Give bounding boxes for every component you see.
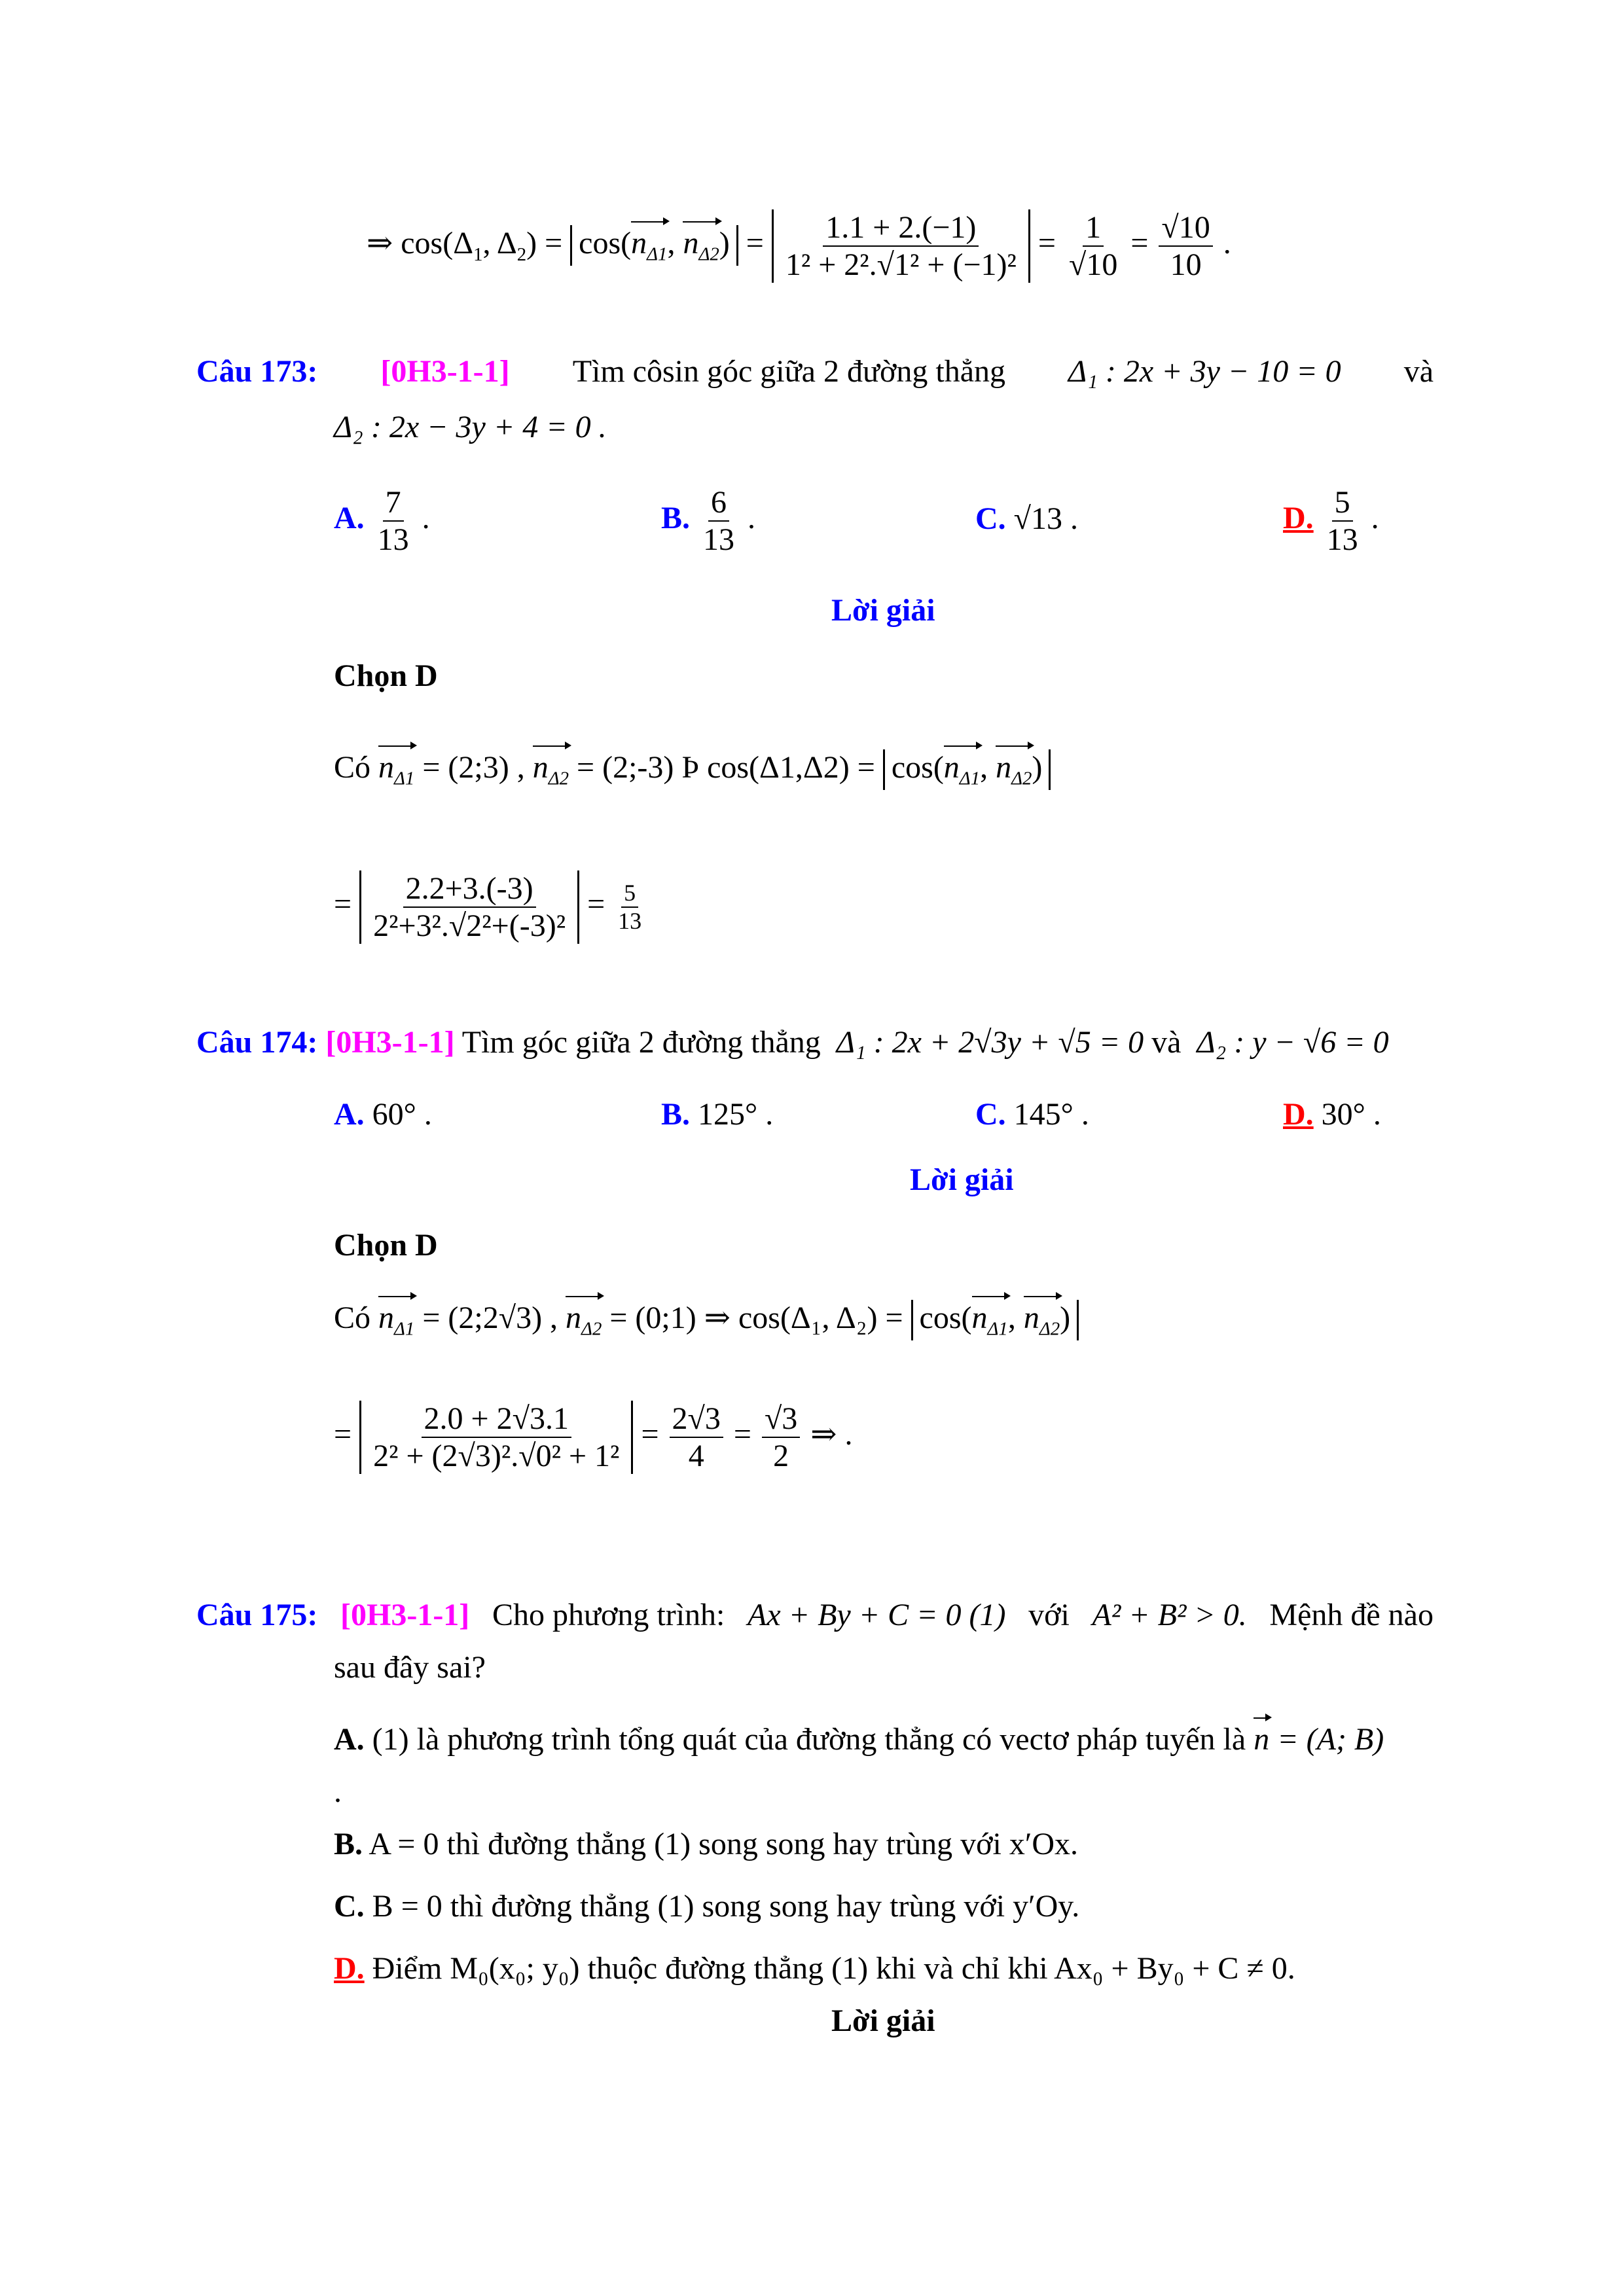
abs-cos: $\cos(n_{\Delta 1}$, $n_{\Delta 2}$) <box>911 1300 1079 1340</box>
formula-lhs-end: ) = <box>526 226 571 261</box>
vector-2-value: = (2;-3) Þ cos(Δ1,Δ2) = <box>577 750 875 785</box>
option-letter: B. <box>661 501 691 536</box>
q174-option-c[interactable] <box>975 1096 1089 1132</box>
question-label: Câu 174: <box>196 1025 318 1060</box>
cos-label: cos( <box>919 1300 972 1335</box>
q174-header <box>196 1024 1389 1060</box>
option-value: √13 <box>1013 501 1063 536</box>
option-suffix: . <box>1371 501 1379 536</box>
conjunction: và <box>1151 1025 1182 1060</box>
option-suffix: . <box>1070 501 1079 536</box>
question-label: Câu 175: <box>196 1598 318 1632</box>
fraction-denominator: 10 <box>1170 247 1202 283</box>
formula-end: . <box>1223 226 1231 261</box>
cos-label: cos( <box>891 750 944 785</box>
line-equation-1: Δ₁ : 2x + 2√3y + √5 = 0 <box>836 1025 1144 1060</box>
q173-option-d[interactable] <box>1283 484 1379 558</box>
main-fraction-numerator: 1.1 + 2.(−1) <box>823 209 979 247</box>
fraction-numerator: 2.2+3.(-3) <box>403 870 536 908</box>
question-tag: [0H3-1-1] <box>340 1598 470 1632</box>
option-text: (1) là phương trình tổng quát của đường thẳng có vectơ pháp tuyến là <box>372 1722 1246 1757</box>
q175-header <box>196 1597 1434 1633</box>
q175-option-c[interactable] <box>334 1888 1079 1924</box>
normal-vector: n <box>1254 1722 1270 1757</box>
option-value: 60° . <box>372 1097 432 1132</box>
abs-fraction <box>359 870 579 944</box>
q173-option-c[interactable] <box>975 501 1078 537</box>
normal-vector-2: $n_{\Delta 2}$ <box>683 226 719 265</box>
question-text: Tìm góc giữa 2 đường thẳng <box>461 1025 821 1060</box>
main-fraction <box>783 209 1019 283</box>
solution-title: Lời giải <box>831 2003 935 2038</box>
top-formula: ⇒ $\cos(\Delta_1$, $\Delta_2) = \cos(n_{\Delta 1}$, $n_{\Delta 2}$) = $\frac{1.1 + 2.(-1)}{\text{1² + 2².√1² + (−1)²}}$ = $\frac{1}{√10}$ = $\frac{√10}{10}$ . <box>367 210 1231 283</box>
option-numerator: 7 <box>383 484 404 522</box>
q173-step1 <box>334 749 1051 790</box>
fraction-denominator: 2² + (2√3)².√0² + 1² <box>373 1439 620 1474</box>
option-numerator: 6 <box>708 484 729 522</box>
normal-vector-2: $n_{\Delta 2}$ <box>532 750 569 789</box>
equation: Ax + By + C = 0 (1) <box>748 1598 1006 1632</box>
question-tag: [0H3-1-1] <box>325 1025 455 1060</box>
q174-option-b[interactable] <box>661 1096 773 1132</box>
question-text-2: Mệnh đề nào <box>1269 1598 1434 1632</box>
option-tail: = (A; B) <box>1277 1722 1384 1757</box>
formula-lhs: ⇒ cos(Δ <box>367 226 474 261</box>
result-denominator: 13 <box>618 908 642 935</box>
formula-lhs-mid: , Δ <box>482 226 517 261</box>
fraction-numerator: 2.0 + 2√3.1 <box>422 1401 571 1438</box>
normal-vector-2: $n_{\Delta 2}$ <box>566 1300 602 1340</box>
option-value: 30° . <box>1321 1097 1381 1132</box>
abs-cos: $\cos(n_{\Delta 1}$, $n_{\Delta 2}$) <box>883 749 1051 790</box>
line-equation-2: Δ₂ : y − √6 = 0 <box>1197 1025 1389 1060</box>
fraction-root10-over-10 <box>1159 209 1212 283</box>
step-prefix: Có <box>334 1300 371 1335</box>
main-fraction-denominator: 1² + 2².√1² + (−1)² <box>785 247 1017 283</box>
option-suffix: . <box>748 501 756 536</box>
fraction-numerator: √3 <box>762 1401 800 1438</box>
q174-option-a[interactable] <box>334 1096 432 1132</box>
option-a-trailing-dot: . <box>334 1774 342 1809</box>
conjunction: với <box>1028 1598 1070 1632</box>
solution-title: Lời giải <box>831 593 935 628</box>
q174-step2: = $\frac{2.0 + 2√3.1}{\text{2² + (2√3)².√0² + 1²}}$ = $\frac{2√3}{4}$ = $\frac{√3}{2}$ ⇒ . <box>334 1401 853 1474</box>
option-letter: B. <box>661 1097 691 1132</box>
fraction-numerator: 1 <box>1083 209 1104 247</box>
option-value: 125° . <box>698 1097 774 1132</box>
line-equation-1: Δ₁ : 2x + 3y − 10 = 0 <box>1068 354 1341 389</box>
chosen-answer: Chọn D <box>334 658 438 693</box>
option-letter: C. <box>334 1889 365 1924</box>
option-text: A = 0 thì đường thẳng (1) song song hay trùng với x′Ox. <box>369 1827 1079 1861</box>
option-letter: B. <box>334 1827 363 1861</box>
fraction-numerator: √10 <box>1159 209 1212 247</box>
q175-option-d[interactable] <box>334 1950 1295 1986</box>
option-denominator: 13 <box>1326 522 1358 558</box>
q175-option-a[interactable] <box>334 1721 1384 1757</box>
fraction-denominator: 2 <box>773 1439 789 1474</box>
option-letter: A. <box>334 1722 365 1757</box>
condition: A² + B² > 0. <box>1092 1598 1247 1632</box>
solution-title: Lời giải <box>910 1162 1014 1197</box>
fraction-denominator: 4 <box>688 1439 704 1474</box>
option-letter: A. <box>334 1097 365 1132</box>
q173-header <box>196 353 1434 389</box>
option-denominator: 13 <box>377 522 409 558</box>
option-suffix: . <box>422 501 430 536</box>
q173-option-b[interactable] <box>661 484 755 558</box>
q175-option-b[interactable] <box>334 1826 1078 1862</box>
option-letter: C. <box>975 501 1006 536</box>
step-end: ⇒ . <box>810 1417 853 1452</box>
conjunction: và <box>1403 354 1434 389</box>
cos-label: cos( <box>579 226 632 261</box>
question-text: Cho phương trình: <box>492 1598 725 1632</box>
option-letter: A. <box>334 501 365 536</box>
q174-option-d[interactable] <box>1283 1096 1381 1132</box>
normal-vector-1: $n_{\Delta 1}$ <box>378 1300 415 1340</box>
option-letter-correct: D. <box>1283 1097 1314 1132</box>
option-value: 145° . <box>1013 1097 1089 1132</box>
question-tag: [0H3-1-1] <box>380 354 510 389</box>
question-label: Câu 173: <box>196 354 318 389</box>
abs-cos-vectors: $\cos(n_{\Delta 1}$, $n_{\Delta 2}$) <box>570 225 738 266</box>
vector-1-value: = (2;2√3) , <box>422 1300 558 1335</box>
fraction-denominator: √10 <box>1068 247 1118 283</box>
q174-step1 <box>334 1299 1079 1340</box>
option-text: B = 0 thì đường thẳng (1) song song hay trùng với y′Oy. <box>372 1889 1080 1924</box>
q173-option-a[interactable] <box>334 484 430 558</box>
fraction-denominator: 2²+3².√2²+(-3)² <box>373 908 566 944</box>
vector-1-value: = (2;3) , <box>422 750 525 785</box>
line-equation-2: Δ₂ : 2x − 3y + 4 = 0 . <box>334 410 607 444</box>
fraction-1-over-root10 <box>1066 209 1120 283</box>
step-prefix: Có <box>334 750 371 785</box>
option-letter-correct: D. <box>334 1951 365 1986</box>
result-numerator: 5 <box>621 880 638 908</box>
equals-sign: = <box>746 226 764 261</box>
abs-fraction <box>772 209 1030 283</box>
option-letter-correct: D. <box>1283 501 1314 536</box>
option-numerator: 5 <box>1332 484 1353 522</box>
question-text: Tìm côsin góc giữa 2 đường thẳng <box>572 354 1005 389</box>
option-text: Điểm M₀(x₀; y₀) thuộc đường thẳng (1) khi và chỉ khi Ax₀ + By₀ + C ≠ 0. <box>372 1951 1295 1986</box>
option-denominator: 13 <box>703 522 735 558</box>
abs-fraction <box>359 1401 633 1474</box>
option-letter: C. <box>975 1097 1006 1132</box>
normal-vector-1: $n_{\Delta 1}$ <box>378 750 415 789</box>
chosen-answer: Chọn D <box>334 1228 438 1263</box>
normal-vector-1: $n_{\Delta 1}$ <box>631 226 668 265</box>
fraction-numerator: 2√3 <box>670 1401 723 1438</box>
question-line-2: sau đây sai? <box>334 1650 486 1685</box>
vector-2-value: = (0;1) ⇒ cos(Δ₁, Δ₂) = <box>609 1300 903 1335</box>
q173-step2: = $\frac{2.2+3.(-3)}{\text{2²+3².√2²+(-3)²}}$ = $\frac{5}{13}$ <box>334 870 647 944</box>
